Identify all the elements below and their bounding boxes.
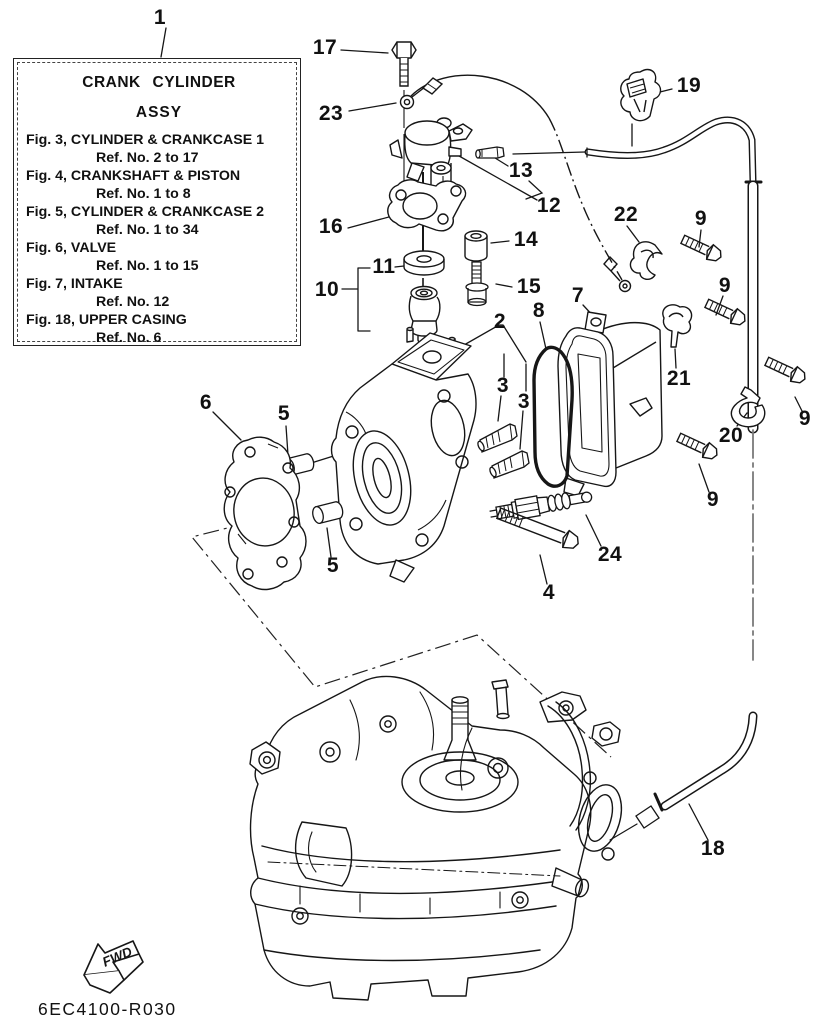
callout-8: 8 <box>532 299 546 322</box>
crankcase-assembly-drawing <box>250 676 629 1000</box>
bolt-17-drawing <box>392 42 416 86</box>
bolt-9-top-drawing <box>679 232 724 264</box>
drawing-code: 6EC4100-R030 <box>38 999 177 1019</box>
info-entry-ref: Ref. No. 6 <box>96 330 162 346</box>
fwd-arrow-label: FWD <box>100 943 135 970</box>
info-entry-fig: Fig. 4, CRANKSHAFT & PISTON <box>26 168 241 184</box>
pipe-joint-13-drawing <box>476 147 504 158</box>
head-cover-7-drawing <box>558 312 662 496</box>
callout-6: 6 <box>199 391 213 414</box>
info-entry-fig: Fig. 7, INTAKE <box>26 276 123 292</box>
clamp-22-drawing <box>630 242 662 280</box>
bolt-9-bottom-drawing <box>675 430 720 462</box>
cylinder-body-drawing <box>332 328 477 583</box>
info-entry-fig: Fig. 5, CYLINDER & CRANKCASE 2 <box>26 204 265 220</box>
gasket-16-drawing <box>388 180 466 231</box>
callout-9: 9 <box>694 207 708 230</box>
wire-clamp-19-drawing <box>621 70 661 121</box>
callout-9: 9 <box>798 407 812 430</box>
head-bolt-3a-drawing <box>477 424 517 452</box>
clamp-21-drawing <box>663 305 692 347</box>
callout-17: 17 <box>312 36 338 59</box>
collar-14-drawing <box>465 231 487 261</box>
info-entry-ref: Ref. No. 12 <box>96 294 170 310</box>
callout-14: 14 <box>513 228 539 251</box>
callout-9: 9 <box>718 274 732 297</box>
callout-1: 1 <box>153 6 167 29</box>
callout-10: 10 <box>314 278 340 301</box>
info-entry-fig: Fig. 6, VALVE <box>26 240 117 256</box>
callout-7: 7 <box>571 284 585 307</box>
bolt-9-second-drawing <box>703 296 748 328</box>
bolt-9-right-drawing <box>763 354 808 386</box>
bolt-15-drawing <box>466 262 488 306</box>
callout-11: 11 <box>372 255 396 278</box>
assembly-info-box-inner <box>17 62 297 346</box>
info-entry-fig: Fig. 18, UPPER CASING <box>26 312 187 328</box>
callout-23: 23 <box>318 102 344 125</box>
callout-13: 13 <box>508 159 534 182</box>
info-entry-ref: Ref. No. 2 to 17 <box>96 150 199 166</box>
thermostat-housing-drawing <box>390 118 472 190</box>
callout-12: 12 <box>536 194 562 217</box>
info-entry-ref: Ref. No. 1 to 34 <box>96 222 199 238</box>
info-box-entries <box>26 131 292 347</box>
callout-18: 18 <box>700 837 726 860</box>
callout-22: 22 <box>613 203 639 226</box>
callout-24: 24 <box>597 543 623 566</box>
callout-19: 19 <box>676 74 702 97</box>
info-entry-fig: Fig. 3, CYLINDER & CRANKCASE 1 <box>26 132 265 148</box>
callout-20: 20 <box>718 424 744 447</box>
assembly-info-box <box>13 58 301 346</box>
fwd-arrow <box>84 941 143 993</box>
callout-21: 21 <box>666 367 692 390</box>
callout-3: 3 <box>517 390 531 413</box>
info-entry-ref: Ref. No. 1 to 15 <box>96 258 199 274</box>
callout-4: 4 <box>542 581 556 604</box>
callout-2: 2 <box>493 310 507 333</box>
info-box-title-line1: CRANK CYLINDER <box>82 74 236 91</box>
callout-3: 3 <box>496 374 510 397</box>
info-entry-ref: Ref. No. 1 to 8 <box>96 186 191 202</box>
callout-5: 5 <box>277 402 291 425</box>
washer-11-drawing <box>404 251 444 275</box>
dowel-pin-5b-drawing <box>311 501 344 525</box>
callout-9: 9 <box>706 488 720 511</box>
callout-5: 5 <box>326 554 340 577</box>
callout-16: 16 <box>318 215 344 238</box>
head-bolt-3b-drawing <box>489 451 529 478</box>
callout-15: 15 <box>516 275 542 298</box>
info-box-title-line2: ASSY <box>135 104 183 121</box>
